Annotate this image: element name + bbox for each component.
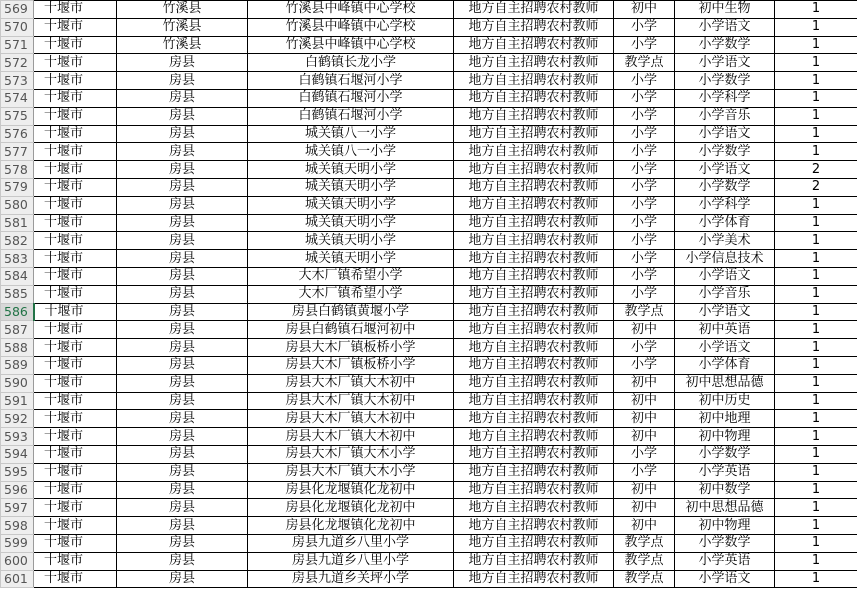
row-header[interactable]: 586 — [1, 303, 34, 321]
city-cell[interactable]: 十堰市 — [34, 463, 117, 481]
table-row — [1, 267, 857, 285]
school-cell[interactable]: 白鹤镇石堰河小学 — [248, 89, 454, 107]
city-cell[interactable]: 十堰市 — [34, 250, 117, 268]
level-cell[interactable]: 小学 — [614, 267, 675, 285]
position-type-cell[interactable]: 地方自主招聘农村教师 — [454, 534, 614, 552]
city-cell[interactable]: 十堰市 — [34, 196, 117, 214]
row-header[interactable]: 597 — [1, 499, 34, 517]
city-cell[interactable]: 十堰市 — [34, 445, 117, 463]
county-cell[interactable]: 房县 — [117, 232, 248, 250]
position-type-cell[interactable]: 地方自主招聘农村教师 — [454, 552, 614, 570]
subject-cell[interactable]: 小学语文 — [675, 54, 775, 72]
county-cell[interactable]: 房县 — [117, 356, 248, 374]
subject-cell[interactable]: 小学数学 — [675, 445, 775, 463]
table-row — [1, 552, 857, 570]
row-header[interactable]: 571 — [1, 36, 34, 54]
count-cell[interactable]: 1 — [775, 303, 857, 321]
county-cell[interactable]: 房县 — [117, 463, 248, 481]
table-row — [1, 303, 857, 321]
county-cell[interactable]: 房县 — [117, 89, 248, 107]
school-cell[interactable]: 竹溪县中峰镇中心学校 — [248, 1, 454, 19]
school-cell[interactable]: 城关镇天明小学 — [248, 214, 454, 232]
count-cell[interactable]: 1 — [775, 321, 857, 339]
table-row — [1, 534, 857, 552]
city-cell[interactable]: 十堰市 — [34, 499, 117, 517]
county-cell[interactable]: 房县 — [117, 534, 248, 552]
count-cell[interactable]: 1 — [775, 89, 857, 107]
position-type-cell[interactable]: 地方自主招聘农村教师 — [454, 143, 614, 161]
count-cell[interactable]: 1 — [775, 481, 857, 499]
count-cell[interactable]: 1 — [775, 570, 857, 588]
count-cell[interactable]: 1 — [775, 499, 857, 517]
table-row — [1, 107, 857, 125]
subject-cell[interactable]: 初中生物 — [675, 1, 775, 19]
subject-cell[interactable]: 小学语文 — [675, 303, 775, 321]
position-type-cell[interactable]: 地方自主招聘农村教师 — [454, 18, 614, 36]
count-cell[interactable]: 1 — [775, 196, 857, 214]
school-cell[interactable]: 白鹤镇石堰河小学 — [248, 72, 454, 90]
position-type-cell[interactable]: 地方自主招聘农村教师 — [454, 428, 614, 446]
position-type-cell[interactable]: 地方自主招聘农村教师 — [454, 392, 614, 410]
subject-cell[interactable]: 小学信息技术 — [675, 250, 775, 268]
subject-cell[interactable]: 小学音乐 — [675, 107, 775, 125]
city-cell[interactable]: 十堰市 — [34, 232, 117, 250]
row-header[interactable]: 573 — [1, 72, 34, 90]
subject-cell[interactable]: 小学科学 — [675, 89, 775, 107]
row-header[interactable]: 579 — [1, 178, 34, 196]
city-cell[interactable]: 十堰市 — [34, 107, 117, 125]
row-header[interactable]: 591 — [1, 392, 34, 410]
level-cell[interactable]: 教学点 — [614, 303, 675, 321]
table-row — [1, 214, 857, 232]
school-cell[interactable]: 房县九道乡八里小学 — [248, 552, 454, 570]
row-header[interactable]: 588 — [1, 339, 34, 357]
table-row — [1, 321, 857, 339]
county-cell[interactable]: 房县 — [117, 570, 248, 588]
county-cell[interactable]: 房县 — [117, 374, 248, 392]
level-cell[interactable]: 小学 — [614, 463, 675, 481]
subject-cell[interactable]: 小学语文 — [675, 161, 775, 179]
city-cell[interactable]: 十堰市 — [34, 161, 117, 179]
table-row — [1, 89, 857, 107]
subject-cell[interactable]: 小学体育 — [675, 356, 775, 374]
city-cell[interactable]: 十堰市 — [34, 36, 117, 54]
count-cell[interactable]: 1 — [775, 374, 857, 392]
county-cell[interactable]: 房县 — [117, 54, 248, 72]
table-row — [1, 72, 857, 90]
row-header[interactable]: 600 — [1, 552, 34, 570]
subject-cell[interactable]: 小学音乐 — [675, 285, 775, 303]
level-cell[interactable]: 教学点 — [614, 552, 675, 570]
row-header[interactable]: 582 — [1, 232, 34, 250]
school-cell[interactable]: 竹溪县中峰镇中心学校 — [248, 36, 454, 54]
count-cell[interactable]: 1 — [775, 72, 857, 90]
county-cell[interactable]: 房县 — [117, 339, 248, 357]
school-cell[interactable]: 城关镇天明小学 — [248, 178, 454, 196]
position-type-cell[interactable]: 地方自主招聘农村教师 — [454, 72, 614, 90]
level-cell[interactable]: 小学 — [614, 107, 675, 125]
subject-cell[interactable]: 小学数学 — [675, 534, 775, 552]
county-cell[interactable]: 房县 — [117, 517, 248, 535]
row-header[interactable]: 580 — [1, 196, 34, 214]
city-cell[interactable]: 十堰市 — [34, 410, 117, 428]
city-cell[interactable]: 十堰市 — [34, 125, 117, 143]
table-row — [1, 392, 857, 410]
subject-cell[interactable]: 初中思想品德 — [675, 499, 775, 517]
level-cell[interactable]: 小学 — [614, 214, 675, 232]
table-row — [1, 143, 857, 161]
level-cell[interactable]: 小学 — [614, 356, 675, 374]
subject-cell[interactable]: 小学语文 — [675, 267, 775, 285]
subject-cell[interactable]: 初中历史 — [675, 392, 775, 410]
school-cell[interactable]: 房县化龙堰镇化龙初中 — [248, 517, 454, 535]
row-header[interactable]: 587 — [1, 321, 34, 339]
county-cell[interactable]: 房县 — [117, 161, 248, 179]
row-header[interactable]: 570 — [1, 18, 34, 36]
county-cell[interactable]: 竹溪县 — [117, 1, 248, 19]
position-type-cell[interactable]: 地方自主招聘农村教师 — [454, 356, 614, 374]
position-type-cell[interactable]: 地方自主招聘农村教师 — [454, 499, 614, 517]
school-cell[interactable]: 房县大木厂镇大木初中 — [248, 374, 454, 392]
city-cell[interactable]: 十堰市 — [34, 321, 117, 339]
city-cell[interactable]: 十堰市 — [34, 1, 117, 19]
position-type-cell[interactable]: 地方自主招聘农村教师 — [454, 374, 614, 392]
row-header[interactable]: 596 — [1, 481, 34, 499]
county-cell[interactable]: 房县 — [117, 214, 248, 232]
level-cell[interactable]: 小学 — [614, 285, 675, 303]
level-cell[interactable]: 小学 — [614, 18, 675, 36]
subject-cell[interactable]: 小学美术 — [675, 232, 775, 250]
level-cell[interactable]: 初中 — [614, 1, 675, 19]
subject-cell[interactable]: 小学语文 — [675, 18, 775, 36]
table-row — [1, 36, 857, 54]
school-cell[interactable]: 房县大木厂镇大木初中 — [248, 428, 454, 446]
level-cell[interactable]: 初中 — [614, 392, 675, 410]
school-cell[interactable]: 房县大木厂镇大木小学 — [248, 463, 454, 481]
position-type-cell[interactable]: 地方自主招聘农村教师 — [454, 410, 614, 428]
count-cell[interactable]: 1 — [775, 552, 857, 570]
count-cell[interactable]: 1 — [775, 54, 857, 72]
table-row — [1, 161, 857, 179]
table-row — [1, 356, 857, 374]
table-row — [1, 428, 857, 446]
city-cell[interactable]: 十堰市 — [34, 72, 117, 90]
count-cell[interactable]: 1 — [775, 250, 857, 268]
level-cell[interactable]: 初中 — [614, 374, 675, 392]
city-cell[interactable]: 十堰市 — [34, 481, 117, 499]
level-cell[interactable]: 小学 — [614, 143, 675, 161]
county-cell[interactable]: 房县 — [117, 481, 248, 499]
school-cell[interactable]: 房县大木厂镇大木小学 — [248, 445, 454, 463]
position-type-cell[interactable]: 地方自主招聘农村教师 — [454, 232, 614, 250]
row-header[interactable]: 598 — [1, 517, 34, 535]
school-cell[interactable]: 房县九道乡八里小学 — [248, 534, 454, 552]
row-header[interactable]: 592 — [1, 410, 34, 428]
position-type-cell[interactable]: 地方自主招聘农村教师 — [454, 36, 614, 54]
city-cell[interactable]: 十堰市 — [34, 339, 117, 357]
row-header[interactable]: 578 — [1, 161, 34, 179]
city-cell[interactable]: 十堰市 — [34, 374, 117, 392]
county-cell[interactable]: 房县 — [117, 125, 248, 143]
count-cell[interactable]: 1 — [775, 392, 857, 410]
position-type-cell[interactable]: 地方自主招聘农村教师 — [454, 481, 614, 499]
subject-cell[interactable]: 小学英语 — [675, 463, 775, 481]
level-cell[interactable]: 小学 — [614, 36, 675, 54]
subject-cell[interactable]: 小学数学 — [675, 178, 775, 196]
school-cell[interactable]: 城关镇天明小学 — [248, 161, 454, 179]
subject-cell[interactable]: 小学语文 — [675, 339, 775, 357]
level-cell[interactable]: 小学 — [614, 445, 675, 463]
row-header[interactable]: 581 — [1, 214, 34, 232]
position-type-cell[interactable]: 地方自主招聘农村教师 — [454, 303, 614, 321]
county-cell[interactable]: 房县 — [117, 552, 248, 570]
school-cell[interactable]: 房县九道乡关坪小学 — [248, 570, 454, 588]
row-header[interactable]: 601 — [1, 570, 34, 588]
table-row — [1, 481, 857, 499]
row-header[interactable]: 575 — [1, 107, 34, 125]
count-cell[interactable]: 2 — [775, 161, 857, 179]
subject-cell[interactable]: 初中物理 — [675, 517, 775, 535]
county-cell[interactable]: 房县 — [117, 143, 248, 161]
city-cell[interactable]: 十堰市 — [34, 356, 117, 374]
position-type-cell[interactable]: 地方自主招聘农村教师 — [454, 285, 614, 303]
level-cell[interactable]: 初中 — [614, 499, 675, 517]
count-cell[interactable]: 1 — [775, 428, 857, 446]
level-cell[interactable]: 小学 — [614, 72, 675, 90]
subject-cell[interactable]: 小学语文 — [675, 125, 775, 143]
row-header[interactable]: 583 — [1, 250, 34, 268]
level-cell[interactable]: 初中 — [614, 517, 675, 535]
county-cell[interactable]: 房县 — [117, 196, 248, 214]
row-header[interactable]: 572 — [1, 54, 34, 72]
position-type-cell[interactable]: 地方自主招聘农村教师 — [454, 463, 614, 481]
table-row — [1, 570, 857, 588]
count-cell[interactable]: 1 — [775, 1, 857, 19]
school-cell[interactable]: 房县大木厂镇大木初中 — [248, 410, 454, 428]
level-cell[interactable]: 小学 — [614, 339, 675, 357]
level-cell[interactable]: 小学 — [614, 196, 675, 214]
county-cell[interactable]: 房县 — [117, 321, 248, 339]
subject-cell[interactable]: 小学语文 — [675, 570, 775, 588]
county-cell[interactable]: 房县 — [117, 107, 248, 125]
row-header[interactable]: 599 — [1, 534, 34, 552]
row-header[interactable]: 569 — [1, 1, 34, 19]
count-cell[interactable]: 1 — [775, 410, 857, 428]
row-header[interactable]: 576 — [1, 125, 34, 143]
level-cell[interactable]: 小学 — [614, 232, 675, 250]
position-type-cell[interactable]: 地方自主招聘农村教师 — [454, 125, 614, 143]
city-cell[interactable]: 十堰市 — [34, 214, 117, 232]
count-cell[interactable]: 1 — [775, 214, 857, 232]
county-cell[interactable]: 房县 — [117, 250, 248, 268]
position-type-cell[interactable]: 地方自主招聘农村教师 — [454, 161, 614, 179]
table-row — [1, 339, 857, 357]
level-cell[interactable]: 小学 — [614, 125, 675, 143]
county-cell[interactable]: 房县 — [117, 285, 248, 303]
school-cell[interactable]: 城关镇天明小学 — [248, 196, 454, 214]
position-type-cell[interactable]: 地方自主招聘农村教师 — [454, 214, 614, 232]
row-header[interactable]: 574 — [1, 89, 34, 107]
school-cell[interactable]: 房县大木厂镇板桥小学 — [248, 356, 454, 374]
subject-cell[interactable]: 小学数学 — [675, 36, 775, 54]
table-row — [1, 445, 857, 463]
position-type-cell[interactable]: 地方自主招聘农村教师 — [454, 178, 614, 196]
subject-cell[interactable]: 初中物理 — [675, 428, 775, 446]
count-cell[interactable]: 1 — [775, 445, 857, 463]
level-cell[interactable]: 初中 — [614, 321, 675, 339]
position-type-cell[interactable]: 地方自主招聘农村教师 — [454, 517, 614, 535]
count-cell[interactable]: 1 — [775, 517, 857, 535]
position-type-cell[interactable]: 地方自主招聘农村教师 — [454, 445, 614, 463]
subject-cell[interactable]: 初中地理 — [675, 410, 775, 428]
level-cell[interactable]: 小学 — [614, 89, 675, 107]
subject-cell[interactable]: 小学英语 — [675, 552, 775, 570]
county-cell[interactable]: 房县 — [117, 499, 248, 517]
county-cell[interactable]: 竹溪县 — [117, 36, 248, 54]
city-cell[interactable]: 十堰市 — [34, 143, 117, 161]
school-cell[interactable]: 大木厂镇希望小学 — [248, 267, 454, 285]
position-type-cell[interactable]: 地方自主招聘农村教师 — [454, 54, 614, 72]
county-cell[interactable]: 房县 — [117, 445, 248, 463]
position-type-cell[interactable]: 地方自主招聘农村教师 — [454, 250, 614, 268]
count-cell[interactable]: 1 — [775, 356, 857, 374]
school-cell[interactable]: 白鹤镇石堰河小学 — [248, 107, 454, 125]
count-cell[interactable]: 1 — [775, 534, 857, 552]
school-cell[interactable]: 城关镇八一小学 — [248, 143, 454, 161]
school-cell[interactable]: 房县白鹤镇石堰河初中 — [248, 321, 454, 339]
count-cell[interactable]: 1 — [775, 339, 857, 357]
county-cell[interactable]: 房县 — [117, 178, 248, 196]
count-cell[interactable]: 1 — [775, 232, 857, 250]
table-row — [1, 517, 857, 535]
count-cell[interactable]: 1 — [775, 107, 857, 125]
city-cell[interactable]: 十堰市 — [34, 428, 117, 446]
level-cell[interactable]: 小学 — [614, 161, 675, 179]
level-cell[interactable]: 小学 — [614, 250, 675, 268]
city-cell[interactable]: 十堰市 — [34, 552, 117, 570]
table-body — [1, 1, 857, 588]
level-cell[interactable]: 教学点 — [614, 534, 675, 552]
subject-cell[interactable]: 初中数学 — [675, 481, 775, 499]
count-cell[interactable]: 1 — [775, 143, 857, 161]
count-cell[interactable]: 1 — [775, 463, 857, 481]
city-cell[interactable]: 十堰市 — [34, 392, 117, 410]
count-cell[interactable]: 1 — [775, 18, 857, 36]
table-row — [1, 54, 857, 72]
position-type-cell[interactable]: 地方自主招聘农村教师 — [454, 107, 614, 125]
count-cell[interactable]: 2 — [775, 178, 857, 196]
school-cell[interactable]: 城关镇八一小学 — [248, 125, 454, 143]
table-row — [1, 410, 857, 428]
school-cell[interactable]: 竹溪县中峰镇中心学校 — [248, 18, 454, 36]
level-cell[interactable]: 小学 — [614, 178, 675, 196]
level-cell[interactable]: 初中 — [614, 428, 675, 446]
subject-cell[interactable]: 小学体育 — [675, 214, 775, 232]
school-cell[interactable]: 房县大木厂镇板桥小学 — [248, 339, 454, 357]
subject-cell[interactable]: 初中英语 — [675, 321, 775, 339]
count-cell[interactable]: 1 — [775, 267, 857, 285]
row-header[interactable]: 590 — [1, 374, 34, 392]
count-cell[interactable]: 1 — [775, 36, 857, 54]
position-type-cell[interactable]: 地方自主招聘农村教师 — [454, 570, 614, 588]
table-row — [1, 499, 857, 517]
city-cell[interactable]: 十堰市 — [34, 18, 117, 36]
row-header[interactable]: 585 — [1, 285, 34, 303]
position-type-cell[interactable]: 地方自主招聘农村教师 — [454, 89, 614, 107]
school-cell[interactable]: 房县大木厂镇大木初中 — [248, 392, 454, 410]
count-cell[interactable]: 1 — [775, 285, 857, 303]
subject-cell[interactable]: 初中思想品德 — [675, 374, 775, 392]
subject-cell[interactable]: 小学数学 — [675, 72, 775, 90]
row-header[interactable]: 577 — [1, 143, 34, 161]
row-header[interactable]: 584 — [1, 267, 34, 285]
city-cell[interactable]: 十堰市 — [34, 89, 117, 107]
subject-cell[interactable]: 小学数学 — [675, 143, 775, 161]
level-cell[interactable]: 教学点 — [614, 570, 675, 588]
county-cell[interactable]: 房县 — [117, 267, 248, 285]
position-type-cell[interactable]: 地方自主招聘农村教师 — [454, 196, 614, 214]
subject-cell[interactable]: 小学科学 — [675, 196, 775, 214]
county-cell[interactable]: 房县 — [117, 72, 248, 90]
county-cell[interactable]: 房县 — [117, 392, 248, 410]
table-row — [1, 125, 857, 143]
table-row — [1, 250, 857, 268]
level-cell[interactable]: 初中 — [614, 481, 675, 499]
school-cell[interactable]: 房县化龙堰镇化龙初中 — [248, 499, 454, 517]
position-type-cell[interactable]: 地方自主招聘农村教师 — [454, 321, 614, 339]
city-cell[interactable]: 十堰市 — [34, 267, 117, 285]
school-cell[interactable]: 房县化龙堰镇化龙初中 — [248, 481, 454, 499]
school-cell[interactable]: 城关镇天明小学 — [248, 250, 454, 268]
row-header[interactable]: 589 — [1, 356, 34, 374]
school-cell[interactable]: 房县白鹤镇黄堰小学 — [248, 303, 454, 321]
table-row — [1, 285, 857, 303]
county-cell[interactable]: 房县 — [117, 410, 248, 428]
table-row — [1, 232, 857, 250]
school-cell[interactable]: 城关镇天明小学 — [248, 232, 454, 250]
city-cell[interactable]: 十堰市 — [34, 54, 117, 72]
count-cell[interactable]: 1 — [775, 125, 857, 143]
table-row — [1, 374, 857, 392]
level-cell[interactable]: 初中 — [614, 410, 675, 428]
level-cell[interactable]: 教学点 — [614, 54, 675, 72]
city-cell[interactable]: 十堰市 — [34, 178, 117, 196]
city-cell[interactable]: 十堰市 — [34, 303, 117, 321]
county-cell[interactable]: 房县 — [117, 428, 248, 446]
city-cell[interactable]: 十堰市 — [34, 570, 117, 588]
row-header[interactable]: 595 — [1, 463, 34, 481]
school-cell[interactable]: 白鹤镇长龙小学 — [248, 54, 454, 72]
county-cell[interactable]: 竹溪县 — [117, 18, 248, 36]
position-type-cell[interactable]: 地方自主招聘农村教师 — [454, 339, 614, 357]
table-row — [1, 178, 857, 196]
table-row — [1, 463, 857, 481]
row-header[interactable]: 594 — [1, 445, 34, 463]
city-cell[interactable]: 十堰市 — [34, 517, 117, 535]
position-type-cell[interactable]: 地方自主招聘农村教师 — [454, 1, 614, 19]
position-type-cell[interactable]: 地方自主招聘农村教师 — [454, 267, 614, 285]
city-cell[interactable]: 十堰市 — [34, 534, 117, 552]
city-cell[interactable]: 十堰市 — [34, 285, 117, 303]
table-row — [1, 18, 857, 36]
row-header[interactable]: 593 — [1, 428, 34, 446]
table-row — [1, 196, 857, 214]
table-row — [1, 1, 857, 19]
school-cell[interactable]: 大木厂镇希望小学 — [248, 285, 454, 303]
county-cell[interactable]: 房县 — [117, 303, 248, 321]
